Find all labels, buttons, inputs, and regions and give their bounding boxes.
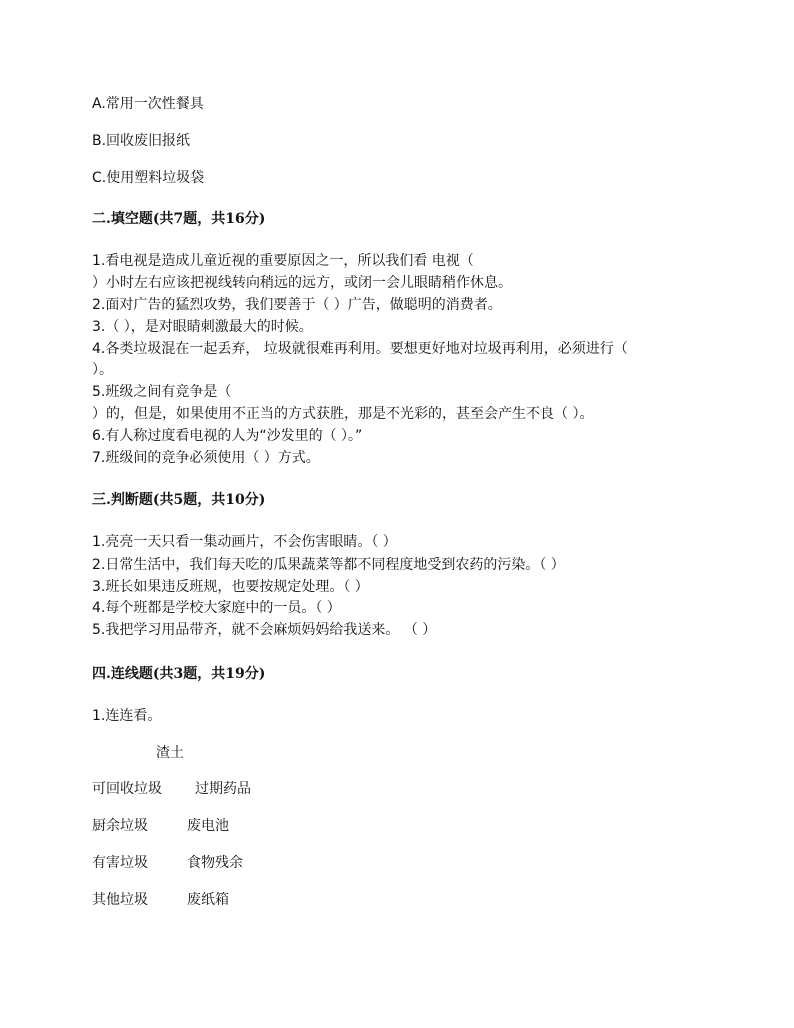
fill-in-line: 7.班级间的竞争必须使用（ ）方式。 — [92, 450, 320, 466]
fill-in-line: ）。 — [92, 362, 113, 378]
true-false-line: 5.我把学习用品带齐，就不会麻烦妈妈给我送来。 （ ） — [92, 622, 437, 638]
fill-in-line: ）小时左右应该把视线转向稍远的远方，或闭一会儿眼睛稍作休息。 — [92, 275, 512, 291]
matching-top-item: 渣土 — [156, 745, 184, 761]
true-false-line: 1.亮亮一天只看一集动画片，不会伤害眼睛。（ ） — [92, 534, 397, 550]
matching-category: 厨余垃圾 — [92, 818, 148, 834]
matching-category: 有害垃圾 — [92, 855, 148, 871]
section-title-true-false: 三.判断题(共5题，共10分) — [92, 492, 266, 508]
true-false-line: 2.日常生活中，我们每天吃的瓜果蔬菜等都不同程度地受到农药的污染。（ ） — [92, 557, 565, 573]
fill-in-line: 1.看电视是造成儿童近视的重要原因之一，所以我们看 电视（ — [92, 253, 474, 269]
fill-in-line: ）的，但是，如果使用不正当的方式获胜，那是不光彩的，甚至会产生不良（ ）。 — [92, 406, 594, 422]
option-b: B.回收废旧报纸 — [92, 133, 191, 149]
matching-category: 可回收垃圾 — [92, 781, 162, 797]
matching-question: 1.连连看。 — [92, 708, 162, 724]
matching-item: 过期药品 — [195, 781, 251, 797]
fill-in-line: 5.班级之间有竞争是（ — [92, 384, 232, 400]
true-false-line: 3.班长如果违反班规，也要按规定处理。（ ） — [92, 579, 369, 595]
true-false-line: 4.每个班都是学校大家庭中的一员。（ ） — [92, 600, 341, 616]
matching-item: 废电池 — [187, 818, 229, 834]
fill-in-line: 3.（ ），是对眼睛刺激最大的时候。 — [92, 319, 313, 335]
section-title-fill-in: 二.填空题(共7题，共16分) — [92, 211, 266, 227]
option-c: C.使用塑料垃圾袋 — [92, 170, 205, 186]
fill-in-line: 2.面对广告的猛烈攻势，我们要善于（ ）广告，做聪明的消费者。 — [92, 297, 502, 313]
section-title-matching: 四.连线题(共3题，共19分) — [92, 666, 266, 682]
matching-category: 其他垃圾 — [92, 892, 148, 908]
matching-item: 食物残余 — [187, 855, 243, 871]
fill-in-line: 6.有人称过度看电视的人为“沙发里的（ ）。” — [92, 428, 363, 444]
option-a: A.常用一次性餐具 — [92, 96, 204, 112]
matching-item: 废纸箱 — [187, 892, 229, 908]
fill-in-line: 4.各类垃圾混在一起丢弃， 垃圾就很难再利用。要想更好地对垃圾再利用，必须进行（ — [92, 341, 628, 357]
